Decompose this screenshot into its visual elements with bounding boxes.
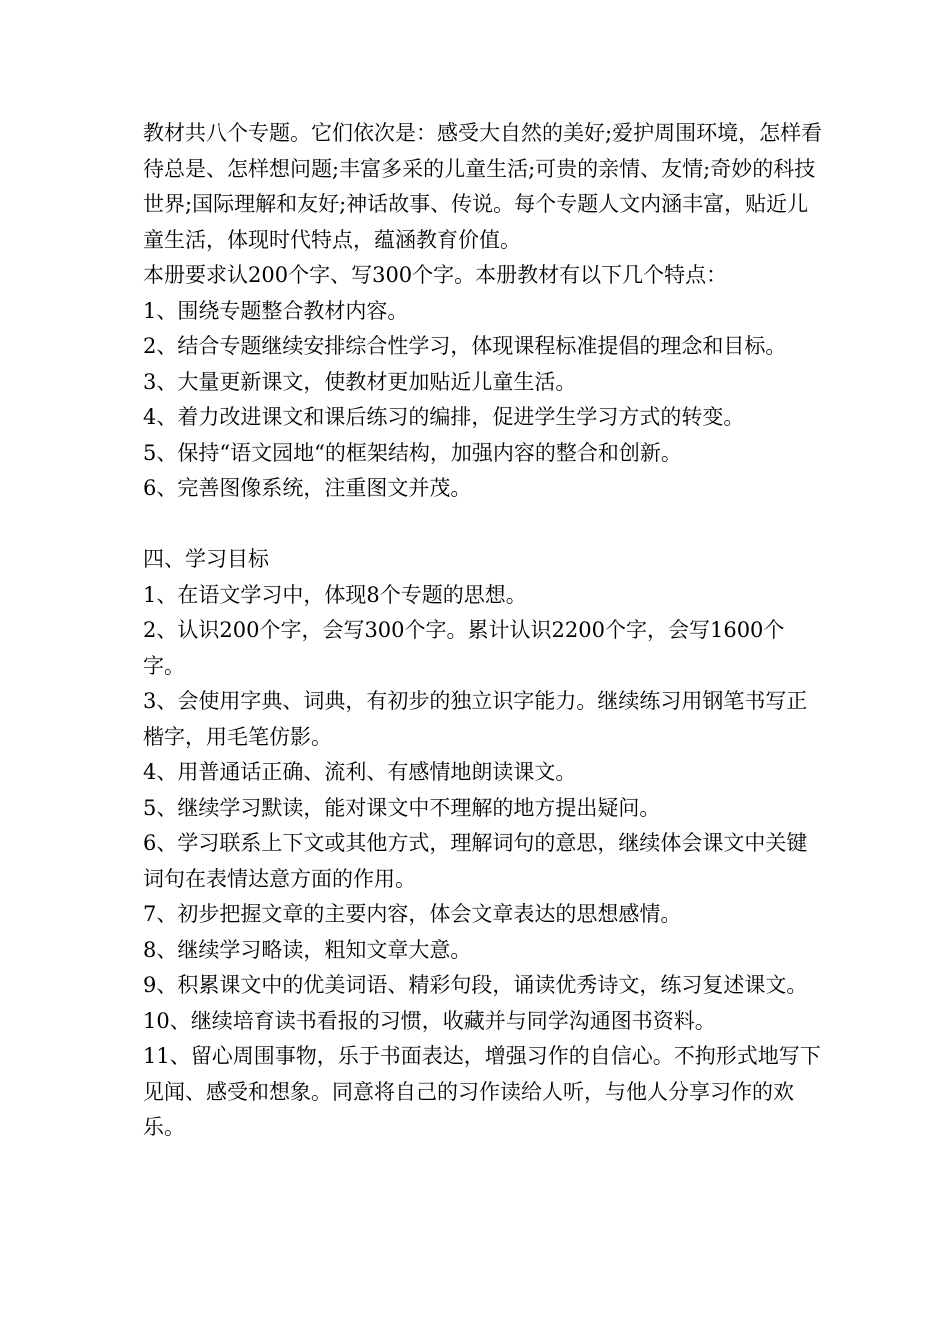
goals-list xyxy=(143,578,823,1146)
goal-item: 9、积累课文中的优美词语、精彩句段，诵读优秀诗文，练习复述课文。 xyxy=(143,973,808,997)
section-heading: 四、学习目标 xyxy=(143,547,269,571)
feature-item: 1、围绕专题整合教材内容。 xyxy=(143,298,409,323)
goal-item: 3、会使用字典、词典，有初步的独立识字能力。继续练习用钢笔书写正楷字，用毛笔仿影。 xyxy=(143,689,808,749)
feature-item: 6、完善图像系统，注重图文并茂。 xyxy=(143,476,472,500)
goal-item: 2、认识200个字，会写300个字。累计认识2200个字，会写1600个字。 xyxy=(143,618,785,678)
feature-item: 5、保持“语文园地“的框架结构，加强内容的整合和创新。 xyxy=(143,440,682,465)
document-body xyxy=(143,116,823,1146)
goal-item: 7、初步把握文章的主要内容，体会文章表达的思想感情。 xyxy=(143,902,682,926)
goal-item: 4、用普通话正确、流利、有感情地朗读课文。 xyxy=(143,760,577,784)
feature-item: 2、结合专题继续安排综合性学习，体现课程标准提倡的理念和目标。 xyxy=(143,334,787,358)
feature-item: 3、大量更新课文，使教材更加贴近儿童生活。 xyxy=(143,369,577,394)
intro-paragraph: 教材共八个专题。它们依次是：感受大自然的美好;爱护周围环境，怎样看待总是、怎样想问题;丰富多采的儿童生活;可贵的亲情、友情;奇妙的科技世界;国际理解和友好;神话故事、传说。每个专题人文内涵丰富，贴近儿童生活，体现时代特点，蕴涵教育价值。 xyxy=(143,121,823,252)
goal-item: 6、学习联系上下文或其他方式，理解词句的意思，继续体会课文中关键词句在表情达意方面的作用。 xyxy=(143,831,808,891)
blank-line xyxy=(143,507,823,543)
requirement-line: 本册要求认200个字、写300个字。本册教材有以下几个特点： xyxy=(143,263,728,287)
feature-item: 4、着力改进课文和课后练习的编排，促进学生学习方式的转变。 xyxy=(143,405,745,429)
features-list xyxy=(143,294,823,507)
goal-item: 11、留心周围事物，乐于书面表达，增强习作的自信心。不拘形式地写下见闻、感受和想象。同意将自己的习作读给人听，与他人分享习作的欢乐。 xyxy=(143,1044,821,1139)
goal-item: 5、继续学习默读，能对课文中不理解的地方提出疑问。 xyxy=(143,795,661,820)
goal-item: 10、继续培育读书看报的习惯，收藏并与同学沟通图书资料。 xyxy=(143,1008,716,1033)
goal-item: 1、在语文学习中，体现8个专题的思想。 xyxy=(143,582,527,607)
goal-item: 8、继续学习略读，粗知文章大意。 xyxy=(143,937,472,962)
